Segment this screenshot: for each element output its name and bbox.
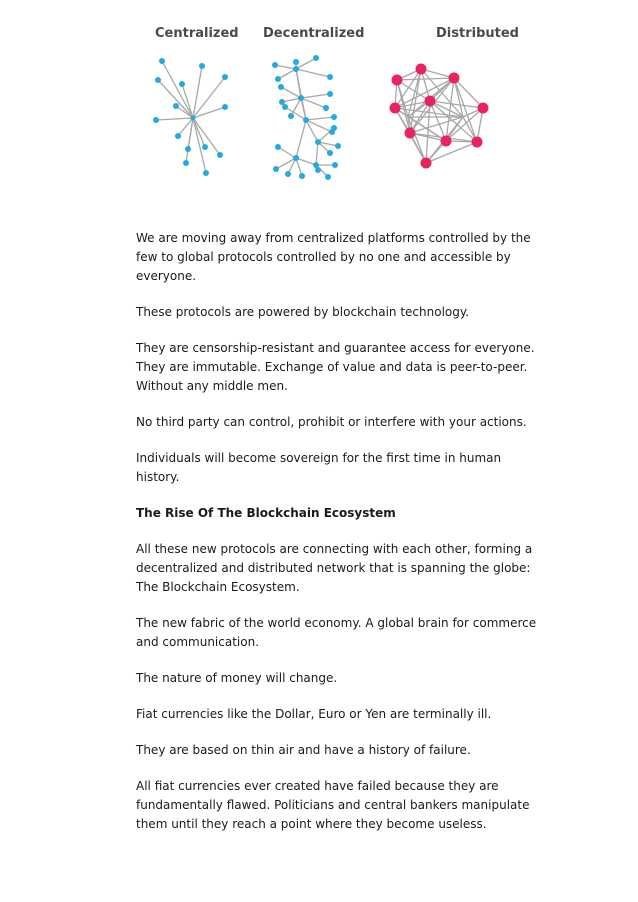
decentralized-label: Decentralized: [263, 26, 365, 41]
paragraph-sovereign: Individuals will become sovereign for the first time in human history.: [136, 451, 502, 484]
network-topology-figure: [138, 22, 518, 190]
network-node: [272, 62, 278, 68]
distributed-network-diagram: [390, 64, 489, 169]
network-node: [405, 128, 416, 139]
network-node: [303, 117, 309, 123]
network-node: [392, 75, 403, 86]
paragraph-failure: All fiat currencies ever created have failed because they are fundamentally flawed. Politicians and central bankers manipulate them until they reach a point where they become useless.: [136, 779, 530, 831]
network-node: [202, 144, 208, 150]
network-node: [222, 74, 228, 80]
network-node: [222, 104, 228, 110]
paragraph-intro: We are moving away from centralized platforms controlled by the few to global protocols controlled by no one and accessible by everyone.: [136, 231, 531, 283]
centralized-network-diagram: [153, 58, 228, 176]
network-node: [183, 160, 189, 166]
network-edge: [296, 69, 330, 77]
network-node: [449, 73, 460, 84]
network-edge: [301, 94, 330, 98]
network-node: [282, 104, 288, 110]
network-edge: [296, 58, 316, 69]
network-node: [185, 146, 191, 152]
network-node: [325, 174, 331, 180]
network-edge: [193, 66, 202, 118]
network-node: [416, 64, 427, 75]
article-body: [136, 229, 546, 851]
network-edge: [281, 87, 301, 98]
network-node: [335, 143, 341, 149]
network-node: [331, 114, 337, 120]
network-edge: [397, 78, 454, 80]
network-node: [298, 95, 304, 101]
network-node: [313, 162, 319, 168]
network-edge: [296, 69, 306, 120]
distributed-label: Distributed: [436, 26, 519, 41]
network-node: [332, 162, 338, 168]
network-edge: [296, 158, 316, 165]
section-heading: The Rise Of The Blockchain Ecosystem: [136, 506, 396, 520]
paragraph-censorship: They are censorship-resistant and guarantee access for everyone. They are immutable. Exchange of value and data is peer-to-peer. Without any middle men.: [136, 341, 535, 393]
network-node: [285, 171, 291, 177]
network-edge: [278, 69, 296, 79]
network-node: [273, 166, 279, 172]
paragraph-fiat: Fiat currencies like the Dollar, Euro or Yen are terminally ill.: [136, 707, 492, 721]
network-node: [155, 77, 161, 83]
paragraph-third-party: No third party can control, prohibit or interfere with your actions.: [136, 415, 527, 429]
paragraph-protocols: All these new protocols are connecting with each other, forming a decentralized and distributed network that is spanning the globe: The Blockchain Ecosystem.: [136, 542, 533, 594]
network-node: [153, 117, 159, 123]
network-edge: [454, 78, 483, 108]
network-node: [323, 105, 329, 111]
network-node: [472, 137, 483, 148]
network-node: [159, 58, 165, 64]
network-edge: [301, 98, 326, 108]
network-node: [191, 116, 196, 121]
network-node: [293, 66, 299, 72]
network-edge: [296, 120, 306, 158]
network-edge: [275, 65, 296, 69]
network-node: [441, 136, 452, 147]
network-node: [327, 91, 333, 97]
network-node: [327, 74, 333, 80]
network-node: [199, 63, 205, 69]
network-node: [203, 170, 209, 176]
paragraph-money: The nature of money will change.: [136, 671, 338, 685]
network-node: [315, 139, 321, 145]
paragraph-blockchain: These protocols are powered by blockchain technology.: [136, 305, 470, 319]
network-node: [478, 103, 489, 114]
network-node: [390, 103, 401, 114]
network-node: [173, 103, 179, 109]
network-edge: [306, 117, 334, 120]
network-edge: [278, 147, 296, 158]
network-edge: [316, 142, 318, 165]
network-node: [299, 173, 305, 179]
network-node: [293, 155, 299, 161]
paragraph-fabric: The new fabric of the world economy. A global brain for commerce and communication.: [136, 616, 537, 649]
network-node: [179, 81, 185, 87]
network-node: [425, 96, 436, 107]
network-node: [175, 133, 181, 139]
network-node: [279, 99, 285, 105]
network-node: [278, 84, 284, 90]
network-edge: [156, 118, 193, 120]
network-node: [421, 158, 432, 169]
network-diagrams: [138, 22, 518, 190]
network-node: [327, 150, 333, 156]
decentralized-network-diagram: [272, 55, 341, 180]
network-node: [217, 152, 223, 158]
network-node: [275, 76, 281, 82]
network-node: [293, 59, 299, 65]
network-node: [313, 55, 319, 61]
network-node: [288, 113, 294, 119]
paragraph-thin-air: They are based on thin air and have a history of failure.: [136, 743, 471, 757]
centralized-label: Centralized: [155, 26, 239, 41]
network-node: [275, 144, 281, 150]
network-node: [331, 125, 337, 131]
